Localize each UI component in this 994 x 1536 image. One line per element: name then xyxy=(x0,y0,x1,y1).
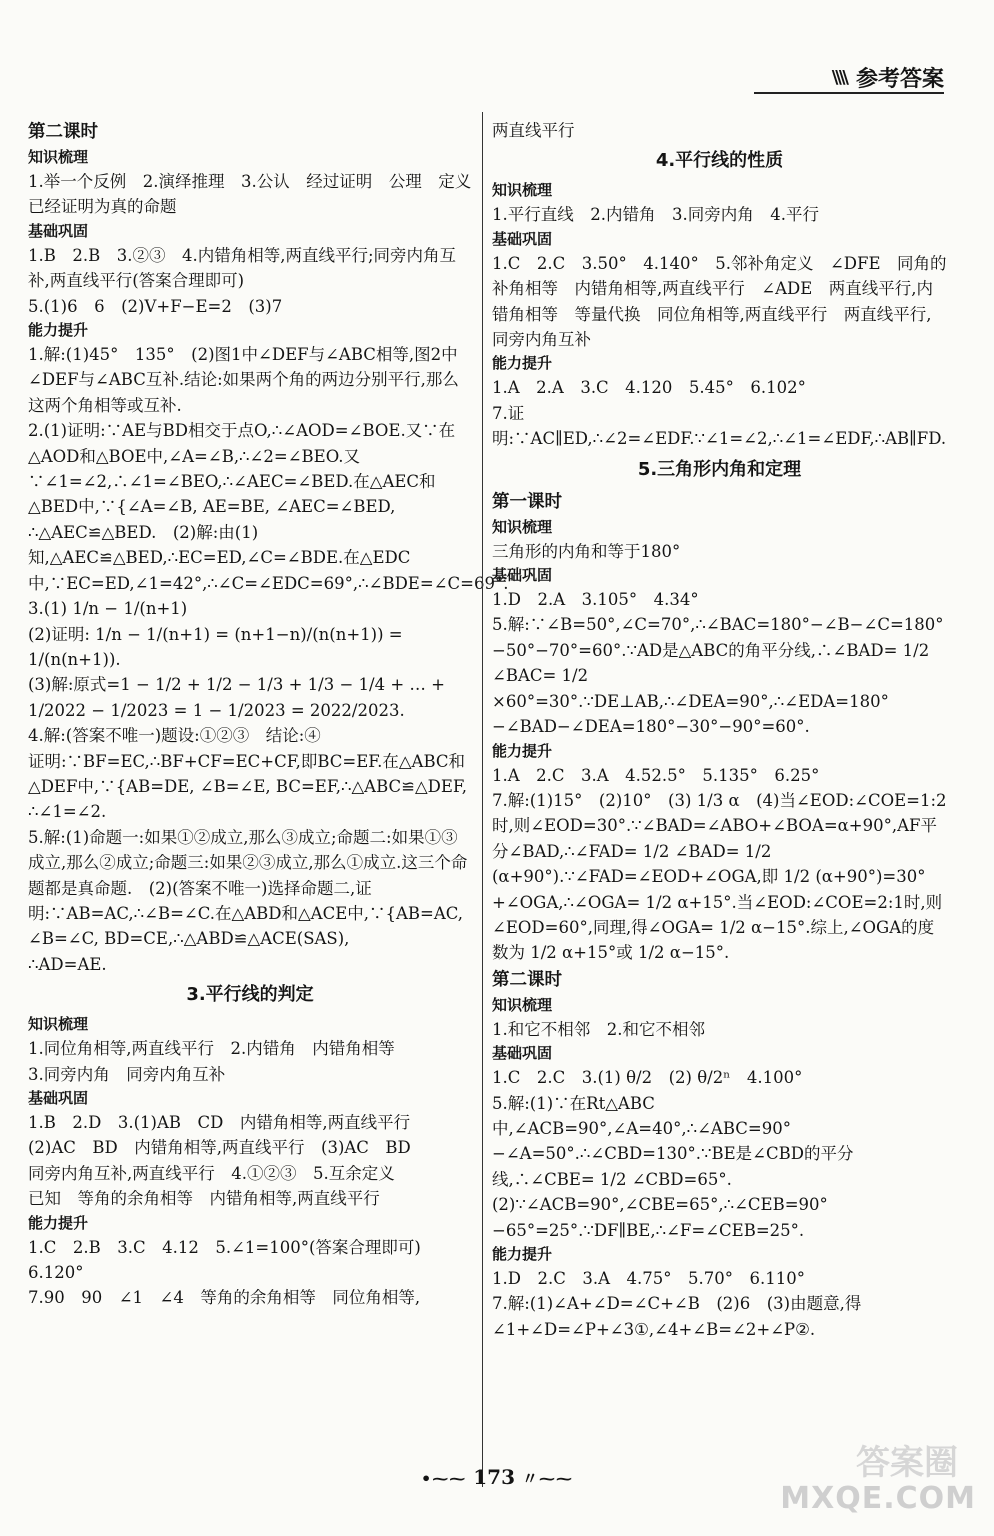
watermark-logo: 答案圈 xyxy=(856,1443,958,1483)
answer-text: 1.D 2.A 3.105° 4.34° xyxy=(492,590,699,610)
answer-text: 3.(1) 1/n − 1/(n+1) xyxy=(28,599,188,619)
answer-text: 1.B 2.D 3.(1)AB CD 内错角相等,两直线平行 xyxy=(28,1113,411,1132)
answer-text: (2)证明: 1/n − 1/(n+1) = (n+1−n)/(n(n+1)) = 1/(n(n+1)). xyxy=(28,624,403,669)
answer-text: 1.D 2.C 3.A 4.75° 5.70° 6.110° xyxy=(492,1269,805,1288)
subsection-heading: 能力提升 xyxy=(492,741,553,760)
answer-text: 两直线平行 xyxy=(492,121,575,140)
answer-text: 5.解:(1)命题一:如果①②成立,那么③成立;命题二:如果①③成立,那么②成立;命题三:如果②③成立,那么①成立.这三个命题都是真命题. (2)(答案不唯一)选择命题二,证明:∵AB=AC,∴∠B=∠C.在△ABD和△ACE中,∵{AB=AC, ∠B=∠C, BD=CE,∴△ABD≌△ACE(SAS), xyxy=(28,827,468,949)
lesson-heading: 第一课时 xyxy=(492,491,562,512)
answer-text: ∴∠1=∠2. xyxy=(28,802,107,822)
column-divider xyxy=(482,112,483,1487)
watermark-url: MXQE.COM xyxy=(780,1481,976,1516)
subsection-heading: 能力提升 xyxy=(492,1245,553,1263)
answer-text: (2)∵∠ACB=90°,∠CBE=65°,∴∠CEB=90°−65°=25°.∵DF∥BE,∴∠F=∠CEB=25°. xyxy=(492,1195,828,1240)
subsection-heading: 能力提升 xyxy=(28,1213,89,1232)
answer-text: 3.同旁内角 同旁内角互补 xyxy=(28,1064,226,1084)
answer-text: 7.解:(1)15° (2)10° (3) 1/3 α (4)当∠EOD:∠COE=1:2时,则∠EOD=30°.∵∠BAD=∠ABO+∠BOA=α+90°,AF平分∠BAD,∴∠FAD= 1/2 ∠BAD= 1/2 (α+90°).∵∠FAD=∠EOD+∠OGA,即 1/2 (α+90°)=30°+∠OGA,∴∠OGA= 1/2 α+15°.当∠EOD:∠COE=2:1时,则∠EOD=60°,同理,得∠OGA= 1/2 α−15°.综上,∠OGA的度数为 1/2 α+15°或 1/2 α−15°. xyxy=(492,790,947,963)
answer-text: 1.C 2.B 3.C 4.12 5.∠1=100°(答案合理即可) xyxy=(28,1237,421,1257)
answer-text: 1.B 2.B 3.②③ 4.内错角相等,两直线平行;同旁内角互补,两直线平行(答案合理即可) xyxy=(28,245,457,291)
answer-text: 5.(1)6 6 (2)V+F−E=2 (3)7 xyxy=(28,296,283,316)
answer-text: 6.120° xyxy=(28,1263,84,1283)
section-title: 5.三角形内角和定理 xyxy=(637,458,802,480)
subsection-heading: 基础巩固 xyxy=(28,1089,89,1107)
answer-text: 三角形的内角和等于180° xyxy=(492,541,681,561)
subsection-heading: 基础巩固 xyxy=(492,229,553,248)
header-rule xyxy=(754,92,944,94)
answer-text: 1.和它不相邻 2.和它不相邻 xyxy=(492,1019,705,1039)
answer-text: 1.同位角相等,两直线平行 2.内错角 内错角相等 xyxy=(28,1039,395,1059)
answer-text: 7.90 90 ∠1 ∠4 等角的余角相等 同位角相等, xyxy=(28,1288,421,1308)
header-title: 参考答案 xyxy=(855,67,944,92)
answer-text: 5.解:(1)∵在Rt△ABC中,∠ACB=90°,∠A=40°,∴∠ABC=90°−∠A=50°.∴∠CBD=130°.∵BE是∠CBD的平分线,∴∠CBE= 1/2 ∠CBD=65°. xyxy=(492,1093,854,1189)
answer-text: 5.解:∵∠B=50°,∠C=70°,∴∠BAC=180°−∠B−∠C=180°−50°−70°=60°.∵AD是△ABC的角平分线,∴∠BAD= 1/2 ∠BAC= 1/2 ×60°=30°.∵DE⊥AB,∴∠DEA=90°,∴∠EDA=180°−∠BAD−∠DEA=180°−30°−90°=60°. xyxy=(492,615,944,737)
section-title: 4.平行线的性质 xyxy=(655,150,784,172)
answer-text: (3)解:原式=1 − 1/2 + 1/2 − 1/3 + 1/3 − 1/4 + … + 1/2022 − 1/2023 = 1 − 1/2023 = 2022/2023. xyxy=(28,675,445,720)
answer-text: 1.C 2.C 3.(1) θ/2 (2) θ/2ⁿ 4.100° xyxy=(492,1068,803,1088)
subsection-heading: 知识梳理 xyxy=(28,1015,89,1034)
subsection-heading: 能力提升 xyxy=(28,321,89,340)
subsection-heading: 知识梳理 xyxy=(28,148,89,166)
answer-text: 1.C 2.C 3.50° 4.140° 5.邻补角定义 ∠DFE 同角的补角相等 内错角相等,两直线平行 ∠ADE 两直线平行,内错角相等 等量代换 同位角相等,两直线平行 两直线平行,同旁内角互补 xyxy=(492,253,947,350)
subsection-heading: 基础巩固 xyxy=(492,1044,553,1063)
answer-text: 同旁内角互补,两直线平行 4.①②③ 5.互余定义 xyxy=(28,1163,395,1183)
answer-text: 已知 等角的余角相等 内错角相等,两直线平行 xyxy=(28,1189,380,1209)
answer-text: 7.解:(1)∠A+∠D=∠C+∠B (2)6 (3)由题意,得∠1+∠D=∠P+∠3①,∠4+∠B=∠2+∠P②. xyxy=(492,1294,862,1339)
subsection-heading: 知识梳理 xyxy=(492,181,553,200)
lesson-heading: 第二课时 xyxy=(492,969,562,990)
subsection-heading: 基础巩固 xyxy=(492,566,553,585)
answer-text: 2.(1)证明:∵AE与BD相交于点O,∴∠AOD=∠BOE.又∵在△AOD和△BOE中,∠A=∠B,∴∠2=∠BEO.又∵∠1=∠2,∴∠1=∠BEO,∴∠AEC=∠BED.在△AEC和△BED中,∵{∠A=∠B, AE=BE, ∠AEC=∠BED, xyxy=(28,421,456,517)
subsection-heading: 基础巩固 xyxy=(28,221,89,240)
answer-text: ∴AD=AE. xyxy=(28,954,107,974)
header-decoration: \\\\ xyxy=(831,67,846,88)
left-column xyxy=(28,118,509,1311)
answer-text: 证明:∵BF=EC,∴BF+CF=EC+CF,即BC=EF.在△ABC和△DEF中,∵{AB=DE, ∠B=∠E, BC=EF,∴△ABC≌△DEF, xyxy=(28,751,468,796)
answer-text: 1.A 2.C 3.A 4.52.5° 5.135° 6.25° xyxy=(492,765,820,785)
answer-text: 1.举一个反例 2.演绎推理 3.公认 经过证明 公理 定义 已经证明为真的命题 xyxy=(28,172,488,217)
page-header xyxy=(832,62,944,93)
footer-ornament-right: 〃⁓⁓ xyxy=(521,1469,573,1488)
answer-text: 4.解:(答案不唯一)题设:①②③ 结论:④ xyxy=(28,726,321,746)
right-column xyxy=(492,118,947,1342)
footer-ornament-left: •⁓⁓ xyxy=(421,1469,467,1488)
subsection-heading: 知识梳理 xyxy=(492,995,553,1014)
lesson-heading: 第二课时 xyxy=(28,122,98,142)
answer-text: 1.平行直线 2.内错角 3.同旁内角 4.平行 xyxy=(492,205,819,225)
answer-text: 7.证明:∵AC∥ED,∴∠2=∠EDF.∵∠1=∠2,∴∠1=∠EDF,∴AB∥FD. xyxy=(492,403,947,449)
answer-text: (2)AC BD 内错角相等,两直线平行 (3)AC BD xyxy=(28,1138,411,1158)
subsection-heading: 能力提升 xyxy=(492,354,553,373)
answer-text: ∴△AEC≌△BED. (2)解:由(1)知,△AEC≌△BED,∴EC=ED,∠C=∠BDE.在△EDC中,∵EC=ED,∠1=42°,∴∠C=∠EDC=69°,∴∠BDE=∠C=69°. xyxy=(28,522,509,593)
subsection-heading: 知识梳理 xyxy=(492,517,553,536)
section-title: 3.平行线的判定 xyxy=(186,984,314,1006)
answer-text: 1.A 2.A 3.C 4.120 5.45° 6.102° xyxy=(492,378,806,398)
answer-text: 1.解:(1)45° 135° (2)图1中∠DEF与∠ABC相等,图2中∠DEF与∠ABC互补.结论:如果两个角的两边分别平行,那么这两个角相等或互补. xyxy=(28,345,459,415)
page-number: 173 xyxy=(473,1465,515,1489)
